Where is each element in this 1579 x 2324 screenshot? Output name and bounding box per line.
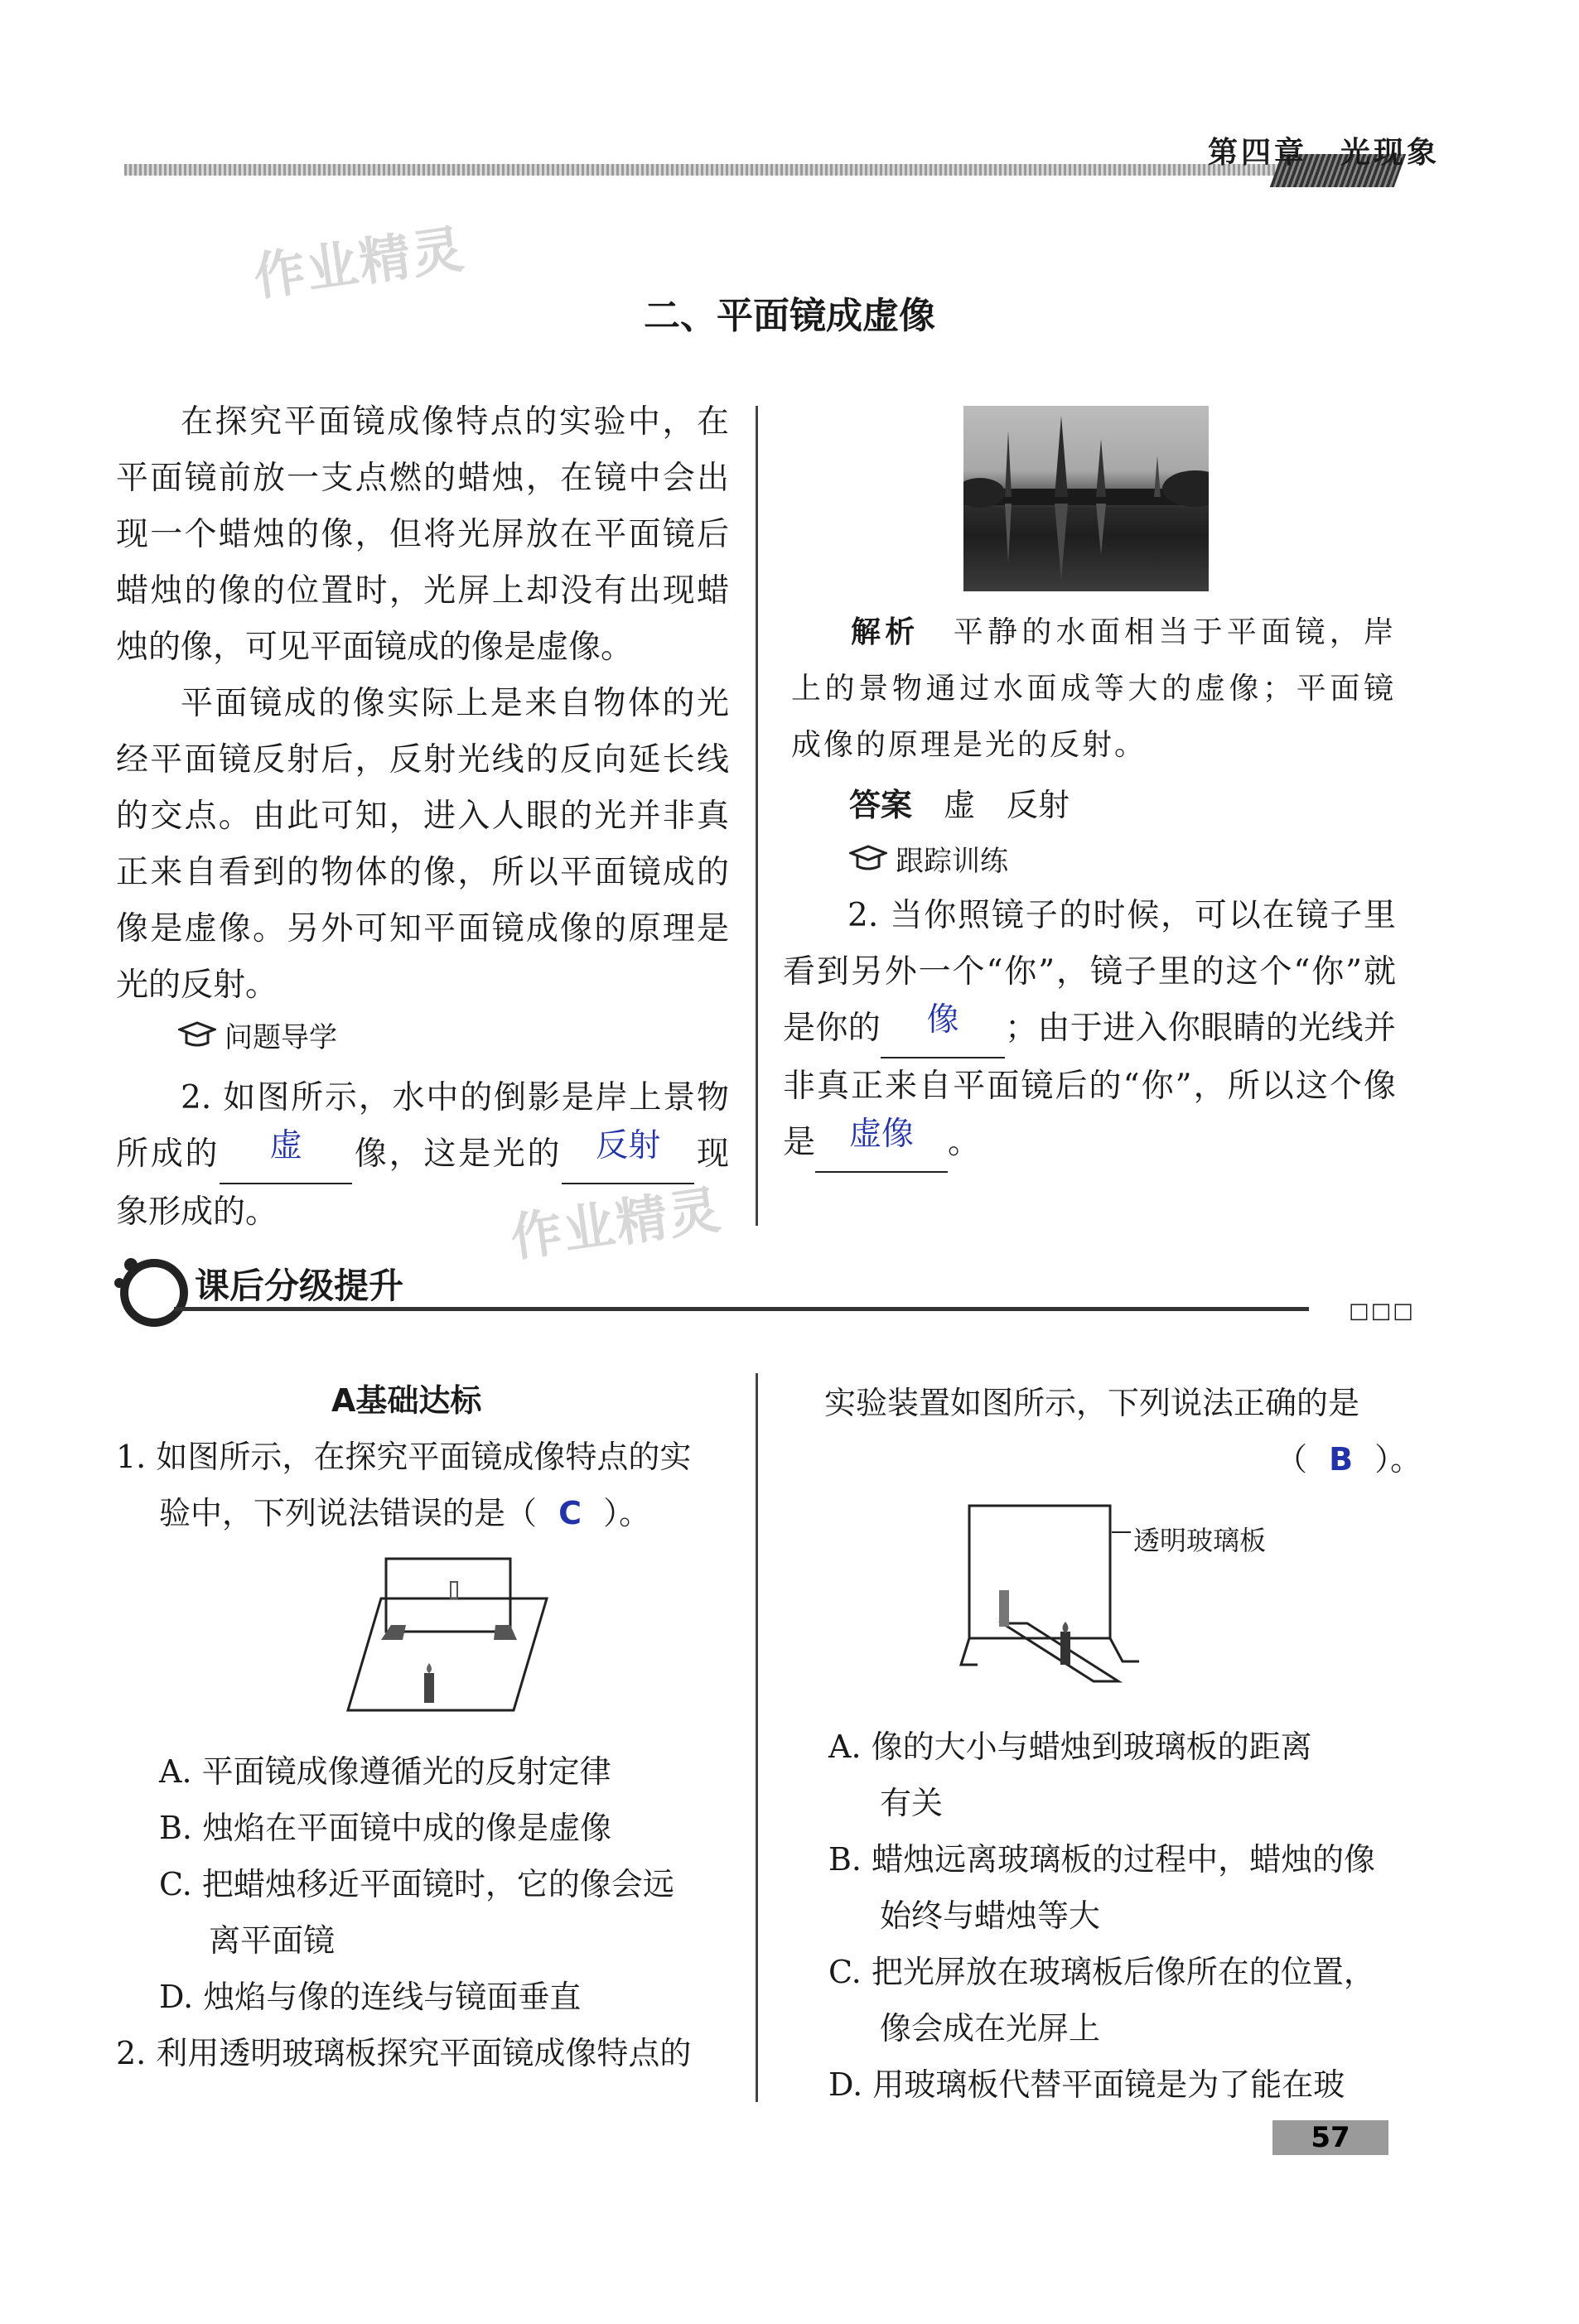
question-1-line-2: 验中，下列说法错误的是（ [159,1495,538,1531]
answer-label: 答案 [849,787,913,823]
option-a: A. 像的大小与蜡烛到玻璃板的距离 [828,1729,1312,1765]
pagoda-silhouettes [963,406,1209,591]
answer-letter: B [1329,1441,1354,1478]
answer-text: 像 [926,1001,959,1039]
paren-open: （ [1276,1441,1308,1478]
guide-question-mid: 像，这是光的 [352,1135,563,1173]
guide-question-suffix: 现象形成的。 [116,1135,729,1231]
intro-text [116,394,729,1014]
banner-rule [174,1307,1309,1311]
option-a-cont: 有关 [880,1785,944,1821]
banner-ring-icon [108,1246,191,1329]
option-a: A. 平面镜成像遵循光的反射定律 [159,1753,611,1790]
level-a-heading: A基础达标 [331,1382,482,1419]
question-1-options [159,1743,739,2025]
guide-heading [178,1015,337,1055]
follow-question [783,888,1396,1173]
follow-question-mid: ；由于进入你眼睛的光线并非真正来自平面镜后的“你”，所以这个像是 [783,1010,1396,1161]
answer-blank [815,1115,948,1173]
question-1-line-2-end: ）。 [603,1495,651,1531]
option-c-cont: 离平面镜 [209,1922,336,1959]
analysis-block [791,605,1396,774]
analysis-text: 平静的水面相当于平面镜，岸上的景物通过水面成等大的虚像；平面镜成像的原理是光的反射。 [791,615,1396,762]
option-b: B. 蜡烛远离玻璃板的过程中，蜡烛的像 [828,1841,1376,1878]
section-title: 二、平面镜成虚像 [644,295,935,337]
option-c-cont: 像会成在光屏上 [880,2010,1101,2047]
intro-paragraph-1: 在探究平面镜成像特点的实验中，在平面镜前放一支点燃的蜡烛，在镜中会出现一个蜡烛的像，但将光屏放在平面镜后蜡烛的像的位置时，光屏上却没有出现蜡烛的像，可见平面镜成的像是虚像。 [116,403,729,666]
option-c: C. 把光屏放在玻璃板后像所在的位置， [828,1954,1375,1990]
question-2-options [828,1719,1400,2113]
answer-blank [220,1126,352,1184]
answer-text: 虚像 [849,1116,915,1153]
header-rule [124,164,1396,176]
option-c: C. 把蜡烛移近平面镜时，它的像会远 [159,1866,674,1902]
grad-cap-icon [178,1021,216,1049]
question-1 [116,1429,746,1541]
answer-value: 虚 反射 [944,787,1070,823]
question-1-line-1: 1. 如图所示，在探究平面镜成像特点的实 [116,1439,692,1475]
follow-label: 跟踪训练 [896,845,1008,878]
answer-line [849,777,1070,833]
answer-blank [562,1126,694,1184]
option-b: B. 烛焰在平面镜中成的像是虚像 [159,1810,612,1846]
banner-dots: □□□ [1349,1299,1415,1324]
answer-blank [881,1000,1005,1058]
watermark: 作业精灵 [506,1179,726,1269]
option-d: D. 用玻璃板代替平面镜是为了能在玻 [828,2066,1345,2103]
guide-label: 问题导学 [225,1021,337,1054]
watermark: 作业精灵 [249,218,469,308]
question-2-line-1: 2. 利用透明玻璃板探究平面镜成像特点的 [116,2035,692,2071]
paren-close: ）。 [1374,1441,1422,1478]
column-divider [756,406,758,1226]
glass-plate-label: 透明玻璃板 [1133,1525,1267,1556]
intro-paragraph-2: 平面镜成的像实际上是来自物体的光经平面镜反射后，反射光线的反向延长线的交点。由此可知，进入人眼的光并非真正来自看到的物体的像，所以平面镜成的像是虚像。另外可知平面镜成像的原理是光的反射。 [116,685,729,1004]
page-number: 57 [1272,2120,1388,2155]
mirror-experiment-figure [340,1549,555,1714]
option-d: D. 烛焰与像的连线与镜面垂直 [159,1979,582,2015]
guide-question [116,1070,729,1241]
answer-text: 虚 [269,1127,302,1164]
chapter-header: 第四章 光现象 [1207,135,1440,170]
question-2-line-2: 实验装置如图所示，下列说法正确的是 [824,1385,1360,1421]
answer-text: 反射 [596,1127,661,1164]
analysis-label: 解析 [851,615,920,649]
question-2-answer [1276,1431,1422,1487]
grad-cap-icon [849,845,887,873]
guide-question-prefix: 2. 如图所示，水中的倒影是岸上景物所成的 [116,1079,729,1173]
banner-title: 课后分级提升 [195,1266,404,1306]
column-divider [756,1373,758,2102]
option-b-cont: 始终与蜡烛等大 [880,1897,1101,1934]
follow-question-prefix: 2. 当你照镜子的时候，可以在镜子里看到另外一个“你”，镜子里的这个“你”就是你的 [783,897,1396,1047]
glass-plate-figure [953,1499,1143,1690]
follow-question-suffix: 。 [948,1124,981,1161]
question-1-answer: C [558,1495,582,1531]
follow-heading [849,838,1008,879]
pagoda-reflection-photo [963,406,1209,591]
